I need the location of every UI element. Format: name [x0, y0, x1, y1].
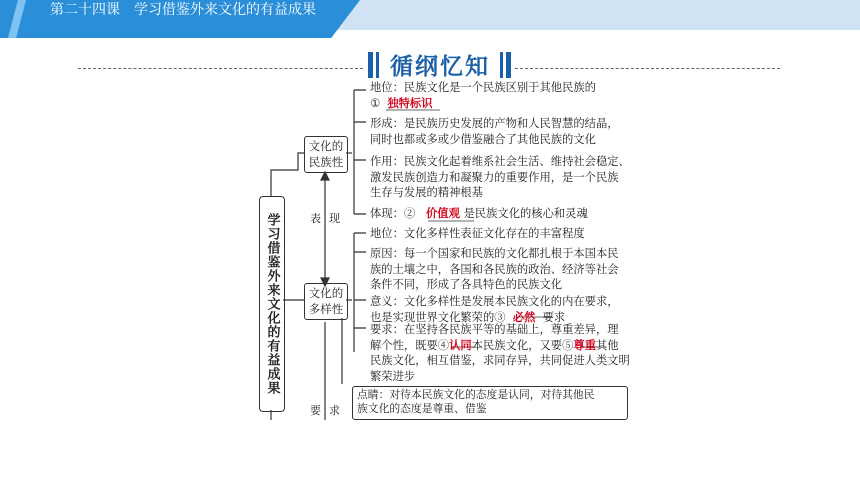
- node-ethnicity: [304, 136, 348, 173]
- item-text: 本民族文化，又要⑤: [471, 338, 574, 352]
- item-text: 族的土壤之中，各国和各民族的政治、经济等社会: [370, 262, 619, 276]
- item-significance: [370, 294, 619, 325]
- root-node: [259, 196, 285, 412]
- node-diversity: [304, 283, 348, 320]
- item-text: 也是实现世界文化繁荣的③: [370, 310, 506, 324]
- link-label-manifest: 表现: [310, 212, 348, 225]
- lesson-title: 第二十四课 学习借鉴外来文化的有益成果: [50, 2, 316, 18]
- item-status-1: [370, 80, 596, 111]
- key-point-text: 族文化的态度是尊重、借鉴: [357, 402, 487, 415]
- item-text: 条件不同，形成了各具特色的民族文化: [370, 278, 563, 291]
- item-text: 激发民族创造力和凝聚力的重要作用，是一个民族: [370, 170, 619, 184]
- blank-number: ①: [370, 96, 381, 110]
- item-text: 在坚持各民族平等的基础上，尊重差异，理: [403, 323, 619, 336]
- item-requirement: [370, 322, 630, 384]
- item-text: 生存与发展的精神根基: [370, 186, 483, 199]
- item-text: 是民族历史发展的产物和人民智慧的结晶，: [403, 117, 619, 130]
- item-label: 作用：: [370, 155, 404, 168]
- answer-5: 尊重: [573, 337, 596, 352]
- section-title: 循纲忆知: [390, 54, 490, 80]
- item-text: 文化多样性是发展本民族文化的内在要求，: [403, 295, 619, 308]
- item-text: 民族文化是一个民族区别于其他民族的: [403, 81, 596, 94]
- item-reason: [370, 246, 619, 293]
- item-text: 文化多样性表征文化存在的丰富程度: [403, 227, 585, 240]
- item-label: 原因：: [370, 247, 404, 260]
- item-text: 民族文化起着维系社会生活、维持社会稳定、: [403, 155, 630, 168]
- key-point-box: [352, 386, 628, 420]
- item-label: 地位：: [370, 81, 404, 94]
- key-point-text: 点睛：对待本民族文化的态度是认同，对待其他民: [357, 388, 595, 401]
- item-label: 意义：: [370, 295, 404, 308]
- node-ethnicity-label: 文化的民族性: [308, 139, 344, 169]
- answer-1: 独特标识: [387, 95, 433, 110]
- item-function: [370, 154, 630, 201]
- blank-number: ②: [403, 207, 416, 220]
- item-embodiment: [370, 206, 588, 222]
- item-label: 形成：: [370, 117, 404, 130]
- node-diversity-label: 文化的多样性: [308, 286, 344, 316]
- item-text: 其他: [596, 338, 619, 352]
- item-text: 民族文化，相互借鉴，求同存异，共同促进人类文明: [370, 354, 630, 367]
- item-text: 同时也都或多或少借鉴融合了其他民族的文化: [370, 132, 596, 146]
- item-label: 体现：: [370, 207, 404, 220]
- item-text: 繁荣进步: [370, 369, 416, 383]
- item-status-2: [370, 226, 585, 242]
- link-label-requirement: 要求: [310, 404, 348, 417]
- item-label: 地位：: [370, 227, 404, 240]
- item-formation: [370, 116, 619, 147]
- answer-3: 必然: [512, 309, 536, 324]
- item-text: 每一个国家和民族的文化都扎根于本国本民: [403, 247, 619, 260]
- answer-4: 认同: [449, 337, 472, 352]
- item-text: 要求: [542, 310, 566, 324]
- root-node-label: 学习借鉴外来文化的有益成果: [264, 213, 280, 395]
- item-text: 解个性，既要④: [370, 338, 450, 352]
- item-text: 是民族文化的核心和灵魂: [463, 207, 588, 220]
- item-label: 要求：: [370, 323, 404, 336]
- answer-2: 价值观: [426, 206, 460, 220]
